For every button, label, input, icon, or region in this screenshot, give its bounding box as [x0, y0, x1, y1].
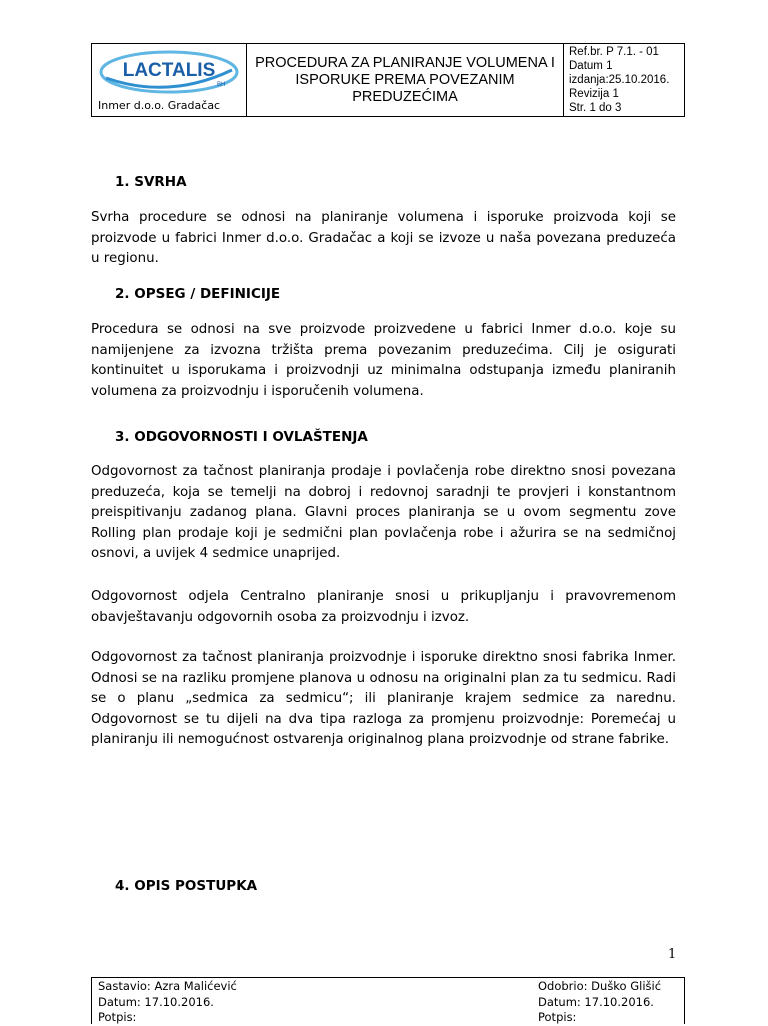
document-title: [247, 44, 564, 116]
date-label: Datum 1: [569, 60, 613, 72]
svg-text:BH: BH: [217, 82, 226, 88]
author-signature: Potpis:: [98, 1010, 137, 1024]
section-heading: 4. OPIS POSTUPKA: [115, 878, 258, 894]
paragraph: Odgovornost odjela Centralno planiranje snosi u prikupljanju i pravovremenom obavještavanju odgovornih osoba za proizvodnju i izvoz.: [91, 589, 676, 625]
title-line: ISPORUKE PREMA POVEZANIM: [295, 71, 515, 88]
section-heading: 2. OPSEG / DEFINICIJE: [115, 286, 281, 302]
lactalis-logo: [98, 48, 240, 100]
author-date: Datum: 17.10.2016.: [98, 994, 214, 1009]
page-number: 1: [668, 947, 677, 962]
revision: Revizija 1: [569, 88, 619, 100]
approver-signature: Potpis:: [538, 1010, 577, 1024]
document-meta: [564, 44, 684, 116]
approver-date: Datum: 17.10.2016.: [538, 994, 654, 1009]
approver: Odobrio: Duško Glišić: [538, 979, 662, 993]
section-heading: 3. ODGOVORNOSTI I OVLAŠTENJA: [115, 429, 368, 445]
document-header: [91, 43, 685, 117]
title-line: PREDUZEĆIMA: [352, 88, 458, 105]
approver-block: [538, 979, 661, 1026]
company-name: Inmer d.o.o. Gradačac: [98, 99, 221, 112]
title-line: PROCEDURA ZA PLANIRANJE VOLUMENA I: [255, 54, 555, 71]
author-block: [98, 979, 237, 1026]
issue-date: izdanja:25.10.2016.: [569, 74, 670, 86]
paragraph: Odgovornost za tačnost planiranja prodaje i povlačenja robe direktno snosi povezana preduzeća, koja se temelji na dobroj i redovnoj saradnji te provjeri i konstantnom preispitivanju zadanog plana. Glavni proces planiranja se u ovom segmentu zove Rolling plan prodaje koji je sedmični plan povlačenja robe i ažurira se na sedmičnoj osnovi, a uvijek 4 sedmice unaprijed.: [91, 464, 676, 561]
paragraph: Odgovornost za tačnost planiranja proizvodnje i isporuke direktno snosi fabrika Inmer. Odnosi se na razliku promjene planova u odnosu na originalni plan za tu sedmicu. Radi se o planu „sedmica za sedmicu“; ili planiranje krajem sedmice za narednu. Odgovornost se tu dijeli na dva tipa razloga za promjenu proizvodnje: Poremećaj u planiranju ili nemogućnost ostvarenja originalnog plana proizvodnje od strane fabrike.: [91, 650, 676, 747]
document-footer: [91, 977, 685, 1024]
page-count: Str. 1 do 3: [569, 102, 622, 114]
ref-number: Ref.br. P 7.1. - 01: [569, 46, 659, 58]
logo-cell: [92, 44, 247, 116]
paragraph: Procedura se odnosi na sve proizvode proizvedene u fabrici Inmer d.o.o. koje su namijenjene za izvozna tržišta prema povezanim preduzećima. Cilj je osigurati kontinuitet u isporukama i proizvodnji uz minimalna odstupanja između planiranih volumena za proizvodnju i isporučenih volumena.: [91, 322, 676, 399]
svg-text:LACTALIS: LACTALIS: [122, 60, 216, 81]
author: Sastavio: Azra Malićević: [98, 979, 237, 993]
paragraph: Svrha procedure se odnosi na planiranje volumena i isporuke proizvoda koji se proizvode u fabrici Inmer d.o.o. Gradačac a koji se izvoze u naša povezana preduzeća u regionu.: [91, 210, 676, 266]
section-heading: 1. SVRHA: [115, 174, 187, 190]
